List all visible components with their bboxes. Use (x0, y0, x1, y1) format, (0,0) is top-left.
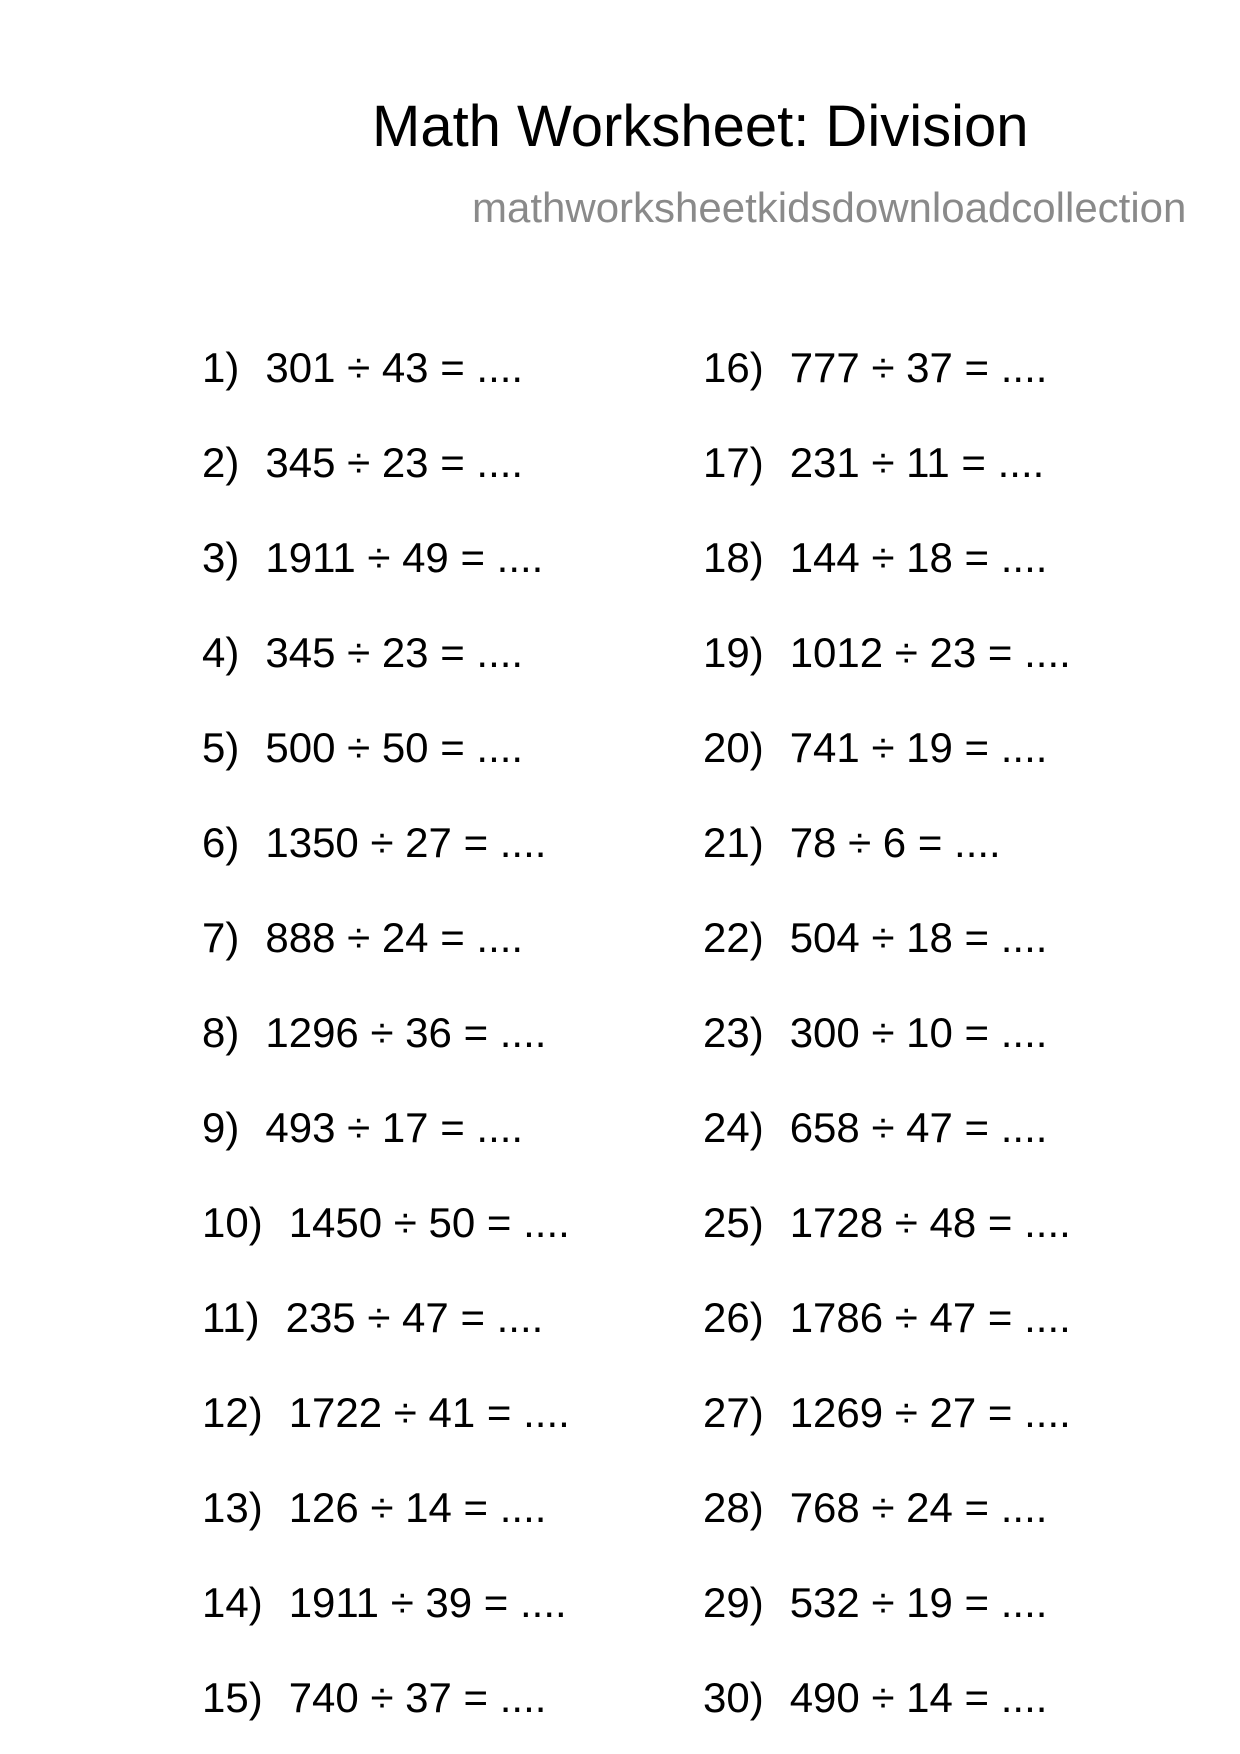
problem-expression: 1450 ÷ 50 = .... (288, 1199, 570, 1246)
problem-item (703, 1674, 1048, 1721)
problem-expression: 78 ÷ 6 = .... (789, 819, 1001, 866)
problem-number: 30) (703, 1674, 764, 1721)
problem-number: 6) (202, 819, 240, 866)
problem-number: 22) (703, 914, 764, 961)
problem-number: 19) (703, 629, 764, 676)
problem-number: 14) (202, 1579, 263, 1626)
problem-number: 17) (703, 439, 764, 486)
problem-item (703, 819, 1001, 866)
problem-expression: 1296 ÷ 36 = .... (265, 1009, 547, 1056)
problem-expression: 345 ÷ 23 = .... (265, 439, 524, 486)
problem-number: 7) (202, 914, 240, 961)
problem-item (202, 1484, 547, 1531)
problem-expression: 740 ÷ 37 = .... (288, 1674, 547, 1721)
problem-expression: 504 ÷ 18 = .... (789, 914, 1048, 961)
problem-number: 18) (703, 534, 764, 581)
problem-item (202, 1199, 570, 1246)
problem-expression: 1911 ÷ 49 = .... (265, 534, 544, 581)
problem-number: 9) (202, 1104, 240, 1151)
problem-expression: 300 ÷ 10 = .... (789, 1009, 1048, 1056)
problem-number: 10) (202, 1199, 263, 1246)
problem-item (202, 819, 547, 866)
problem-expression: 658 ÷ 47 = .... (789, 1104, 1048, 1151)
problem-number: 12) (202, 1389, 263, 1436)
problem-expression: 1728 ÷ 48 = .... (789, 1199, 1071, 1246)
problem-expression: 1911 ÷ 39 = .... (288, 1579, 567, 1626)
problem-expression: 500 ÷ 50 = .... (265, 724, 524, 771)
problem-number: 3) (202, 534, 240, 581)
problem-item (703, 914, 1048, 961)
problem-expression: 777 ÷ 37 = .... (789, 344, 1048, 391)
problem-item (202, 1104, 524, 1151)
problem-item (202, 344, 524, 391)
problem-expression: 144 ÷ 18 = .... (789, 534, 1048, 581)
problem-item (202, 534, 544, 581)
problem-number: 5) (202, 724, 240, 771)
problem-number: 16) (703, 344, 764, 391)
problem-expression: 493 ÷ 17 = .... (265, 1104, 524, 1151)
problem-item (703, 1484, 1048, 1531)
problem-number: 26) (703, 1294, 764, 1341)
problem-item (703, 1199, 1071, 1246)
problem-item (703, 724, 1048, 771)
problem-number: 4) (202, 629, 240, 676)
problem-number: 25) (703, 1199, 764, 1246)
problem-item (202, 1389, 570, 1436)
problem-item (202, 914, 524, 961)
problem-expression: 301 ÷ 43 = .... (265, 344, 524, 391)
problem-item (703, 534, 1048, 581)
problem-number: 27) (703, 1389, 764, 1436)
problem-expression: 490 ÷ 14 = .... (789, 1674, 1048, 1721)
problem-item (202, 1294, 544, 1341)
problem-expression: 1012 ÷ 23 = .... (789, 629, 1071, 676)
problem-expression: 888 ÷ 24 = .... (265, 914, 524, 961)
problem-item (202, 439, 524, 486)
problem-number: 15) (202, 1674, 263, 1721)
problem-number: 23) (703, 1009, 764, 1056)
problem-number: 20) (703, 724, 764, 771)
problem-item (703, 1294, 1071, 1341)
problem-item (703, 629, 1071, 676)
problem-number: 2) (202, 439, 240, 486)
problem-item (703, 1389, 1071, 1436)
problem-item (703, 344, 1048, 391)
problem-expression: 1722 ÷ 41 = .... (288, 1389, 570, 1436)
problem-expression: 741 ÷ 19 = .... (789, 724, 1048, 771)
problem-item (202, 1674, 547, 1721)
problem-expression: 126 ÷ 14 = .... (288, 1484, 547, 1531)
page-subtitle: mathworksheetkidsdownloadcollection (472, 184, 1187, 231)
problem-item (202, 1579, 567, 1626)
problem-expression: 1786 ÷ 47 = .... (789, 1294, 1071, 1341)
problem-item (202, 724, 524, 771)
problem-item (202, 629, 524, 676)
problem-number: 24) (703, 1104, 764, 1151)
problem-expression: 1269 ÷ 27 = .... (789, 1389, 1071, 1436)
problem-number: 11) (202, 1294, 260, 1341)
problem-number: 21) (703, 819, 764, 866)
problem-item (703, 1009, 1048, 1056)
problem-item (202, 1009, 547, 1056)
problem-number: 8) (202, 1009, 240, 1056)
problem-number: 13) (202, 1484, 263, 1531)
problem-expression: 532 ÷ 19 = .... (789, 1579, 1048, 1626)
page-title: Math Worksheet: Division (372, 94, 1029, 159)
problem-number: 28) (703, 1484, 764, 1531)
problem-expression: 768 ÷ 24 = .... (789, 1484, 1048, 1531)
problem-number: 1) (202, 344, 240, 391)
problem-expression: 231 ÷ 11 = .... (789, 439, 1045, 486)
problem-item (703, 1579, 1048, 1626)
problem-item (703, 1104, 1048, 1151)
problem-expression: 1350 ÷ 27 = .... (265, 819, 547, 866)
problem-number: 29) (703, 1579, 764, 1626)
problem-item (703, 439, 1045, 486)
problem-expression: 345 ÷ 23 = .... (265, 629, 524, 676)
problem-expression: 235 ÷ 47 = .... (285, 1294, 544, 1341)
